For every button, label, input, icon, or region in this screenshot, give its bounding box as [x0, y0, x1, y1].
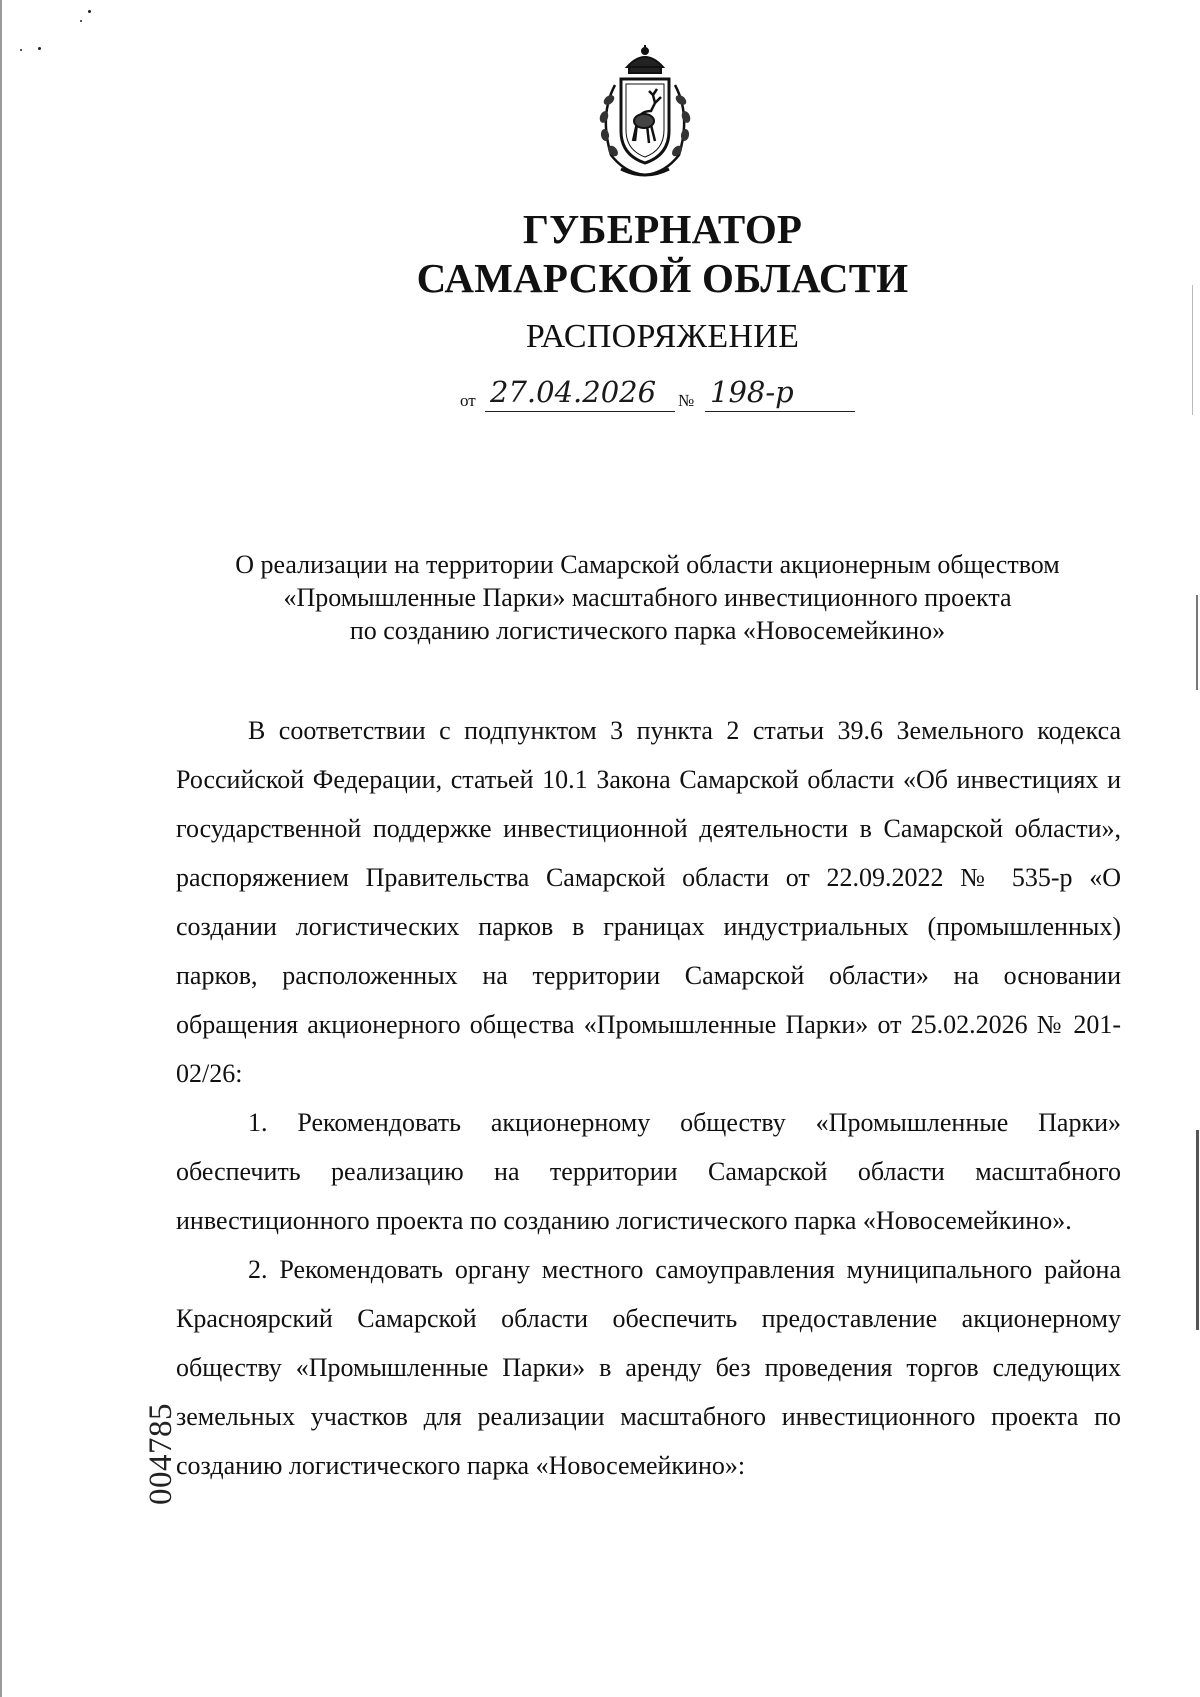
scan-speck [88, 10, 91, 13]
handwritten-date: 27.04.2026 [490, 375, 657, 409]
subject-line: О реализации на территории Самарской области акционерным обществом [235, 550, 1060, 579]
item-1-paragraph: 1. Рекомендовать акционерному обществу «Промышленные Парки» обеспечить реализацию на территории Самарской области масштабного инвестиционного проекта по созданию логистического парка «Новосемейкино». [176, 1108, 1121, 1235]
date-underline [485, 411, 675, 412]
from-label: от [460, 391, 476, 410]
scan-speck [80, 20, 82, 22]
subject-line: по созданию логистического парка «Новосемейкино» [349, 616, 946, 645]
scan-speck [20, 49, 22, 51]
document-type: РАСПОРЯЖЕНИЕ [525, 318, 800, 355]
subject-line: «Промышленные Парки» масштабного инвестиционного проекта [283, 583, 1012, 612]
issuer-title-line1: ГУБЕРНАТОР [522, 206, 803, 252]
document-body [176, 706, 1121, 1490]
coat-of-arms-emblem [585, 45, 705, 180]
date-number-line [460, 375, 860, 421]
document-subject [170, 548, 1125, 647]
issuer-title-line2: САМАРСКОЙ ОБЛАСТИ [416, 255, 909, 301]
scan-speck [38, 47, 41, 50]
registration-serial-number: 004785 [143, 1403, 179, 1505]
scan-edge-right [1196, 595, 1198, 690]
preamble-paragraph: В соответствии с подпунктом 3 пункта 2 статьи 39.6 Земельного кодекса Российской Федерации, статьей 10.1 Закона Самарской области «Об инвестициях и государственной поддержке инвестиционной деятельности в Самарской области», распоряжением Правительства Самарской области от 22.09.2022 № 535-р «О создании логистических парков в границах индустриальных (промышленных) парков, расположенных на территории Самарской области» на основании обращения акционерного общества «Промышленные Парки» от 25.02.2026 № 201-02/26: [176, 716, 1121, 1088]
handwritten-number: 198-р [710, 375, 794, 409]
item-2-paragraph: 2. Рекомендовать органу местного самоуправления муниципального района Красноярский Самарской области обеспечить предоставление акционерному обществу «Промышленные Парки» в аренду без проведения торгов следующих земельных участков для реализации масштабного инвестиционного проекта по созданию логистического парка «Новосемейкино»: [176, 1255, 1121, 1480]
scan-edge-right [1196, 1130, 1199, 1330]
number-underline [705, 411, 855, 412]
number-label: № [678, 391, 695, 410]
